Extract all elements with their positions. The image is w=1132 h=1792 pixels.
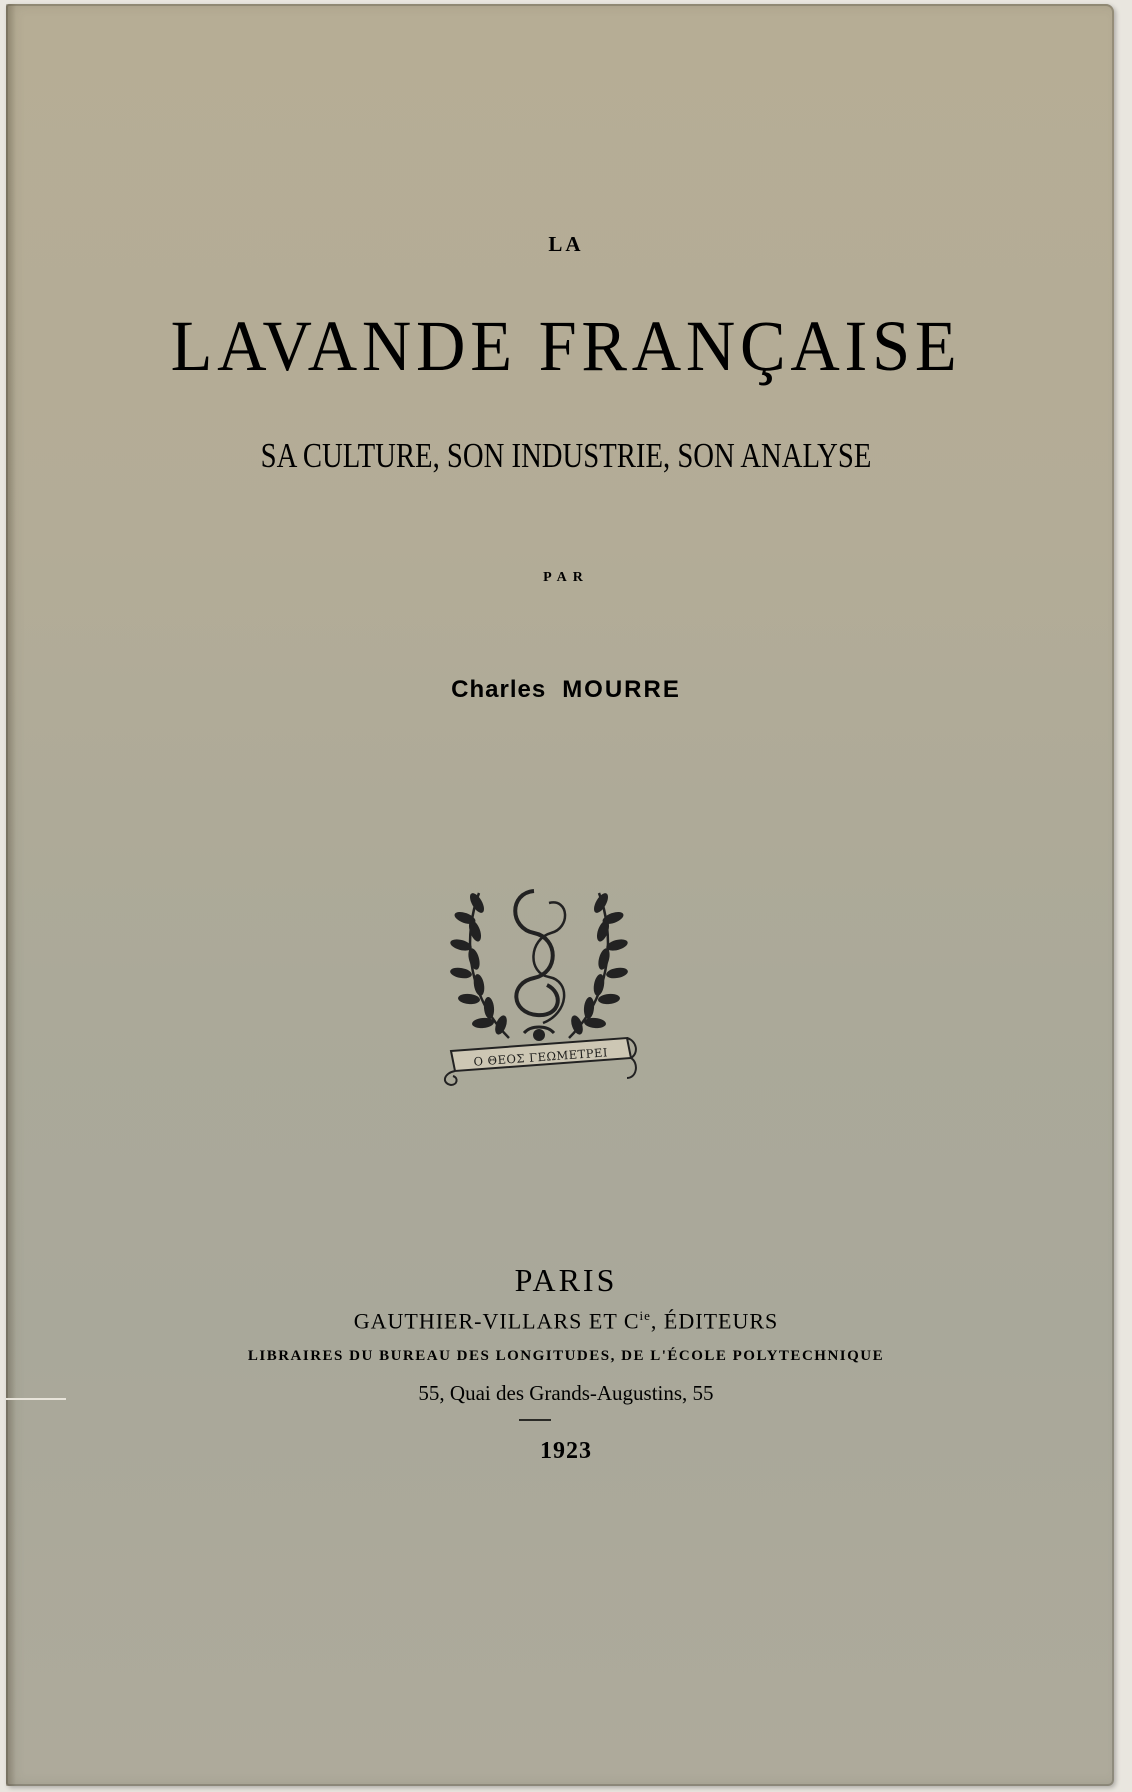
laurel-wreath-monogram-icon [439,873,639,1088]
author-last-name: MOURRE [562,676,681,703]
emblem-motto: Ο ΘΕΟΣ ΓΕΩΜΕΤΡΕΙ [473,1045,609,1069]
publisher-role: , ÉDITEURS [650,1308,779,1334]
spine-edge [6,4,16,1786]
publication-year: 1923 [540,1438,592,1464]
title-article: LA [548,232,584,256]
divider-rule [519,1419,551,1421]
publisher-name: GAUTHIER-VILLARS ET C [353,1308,640,1334]
book-subtitle: SA CULTURE, SON INDUSTRIE, SON ANALYSE [260,436,872,475]
libraires-line: LIBRAIRES DU BUREAU DES LONGITUDES, DE L'ÉCOLE POLYTECHNIQUE [247,1348,885,1364]
publisher-line [0,1308,1132,1334]
publication-city: PARIS [514,1262,618,1298]
publisher-abbrev: ie [639,1308,651,1323]
by-label: PAR [543,570,589,585]
publisher-address: 55, Quai des Grands-Augustins, 55 [418,1381,714,1405]
author-name [0,676,1132,704]
book-title: LAVANDE FRANÇAISE [170,306,962,386]
author-first-name: Charles [451,676,547,703]
